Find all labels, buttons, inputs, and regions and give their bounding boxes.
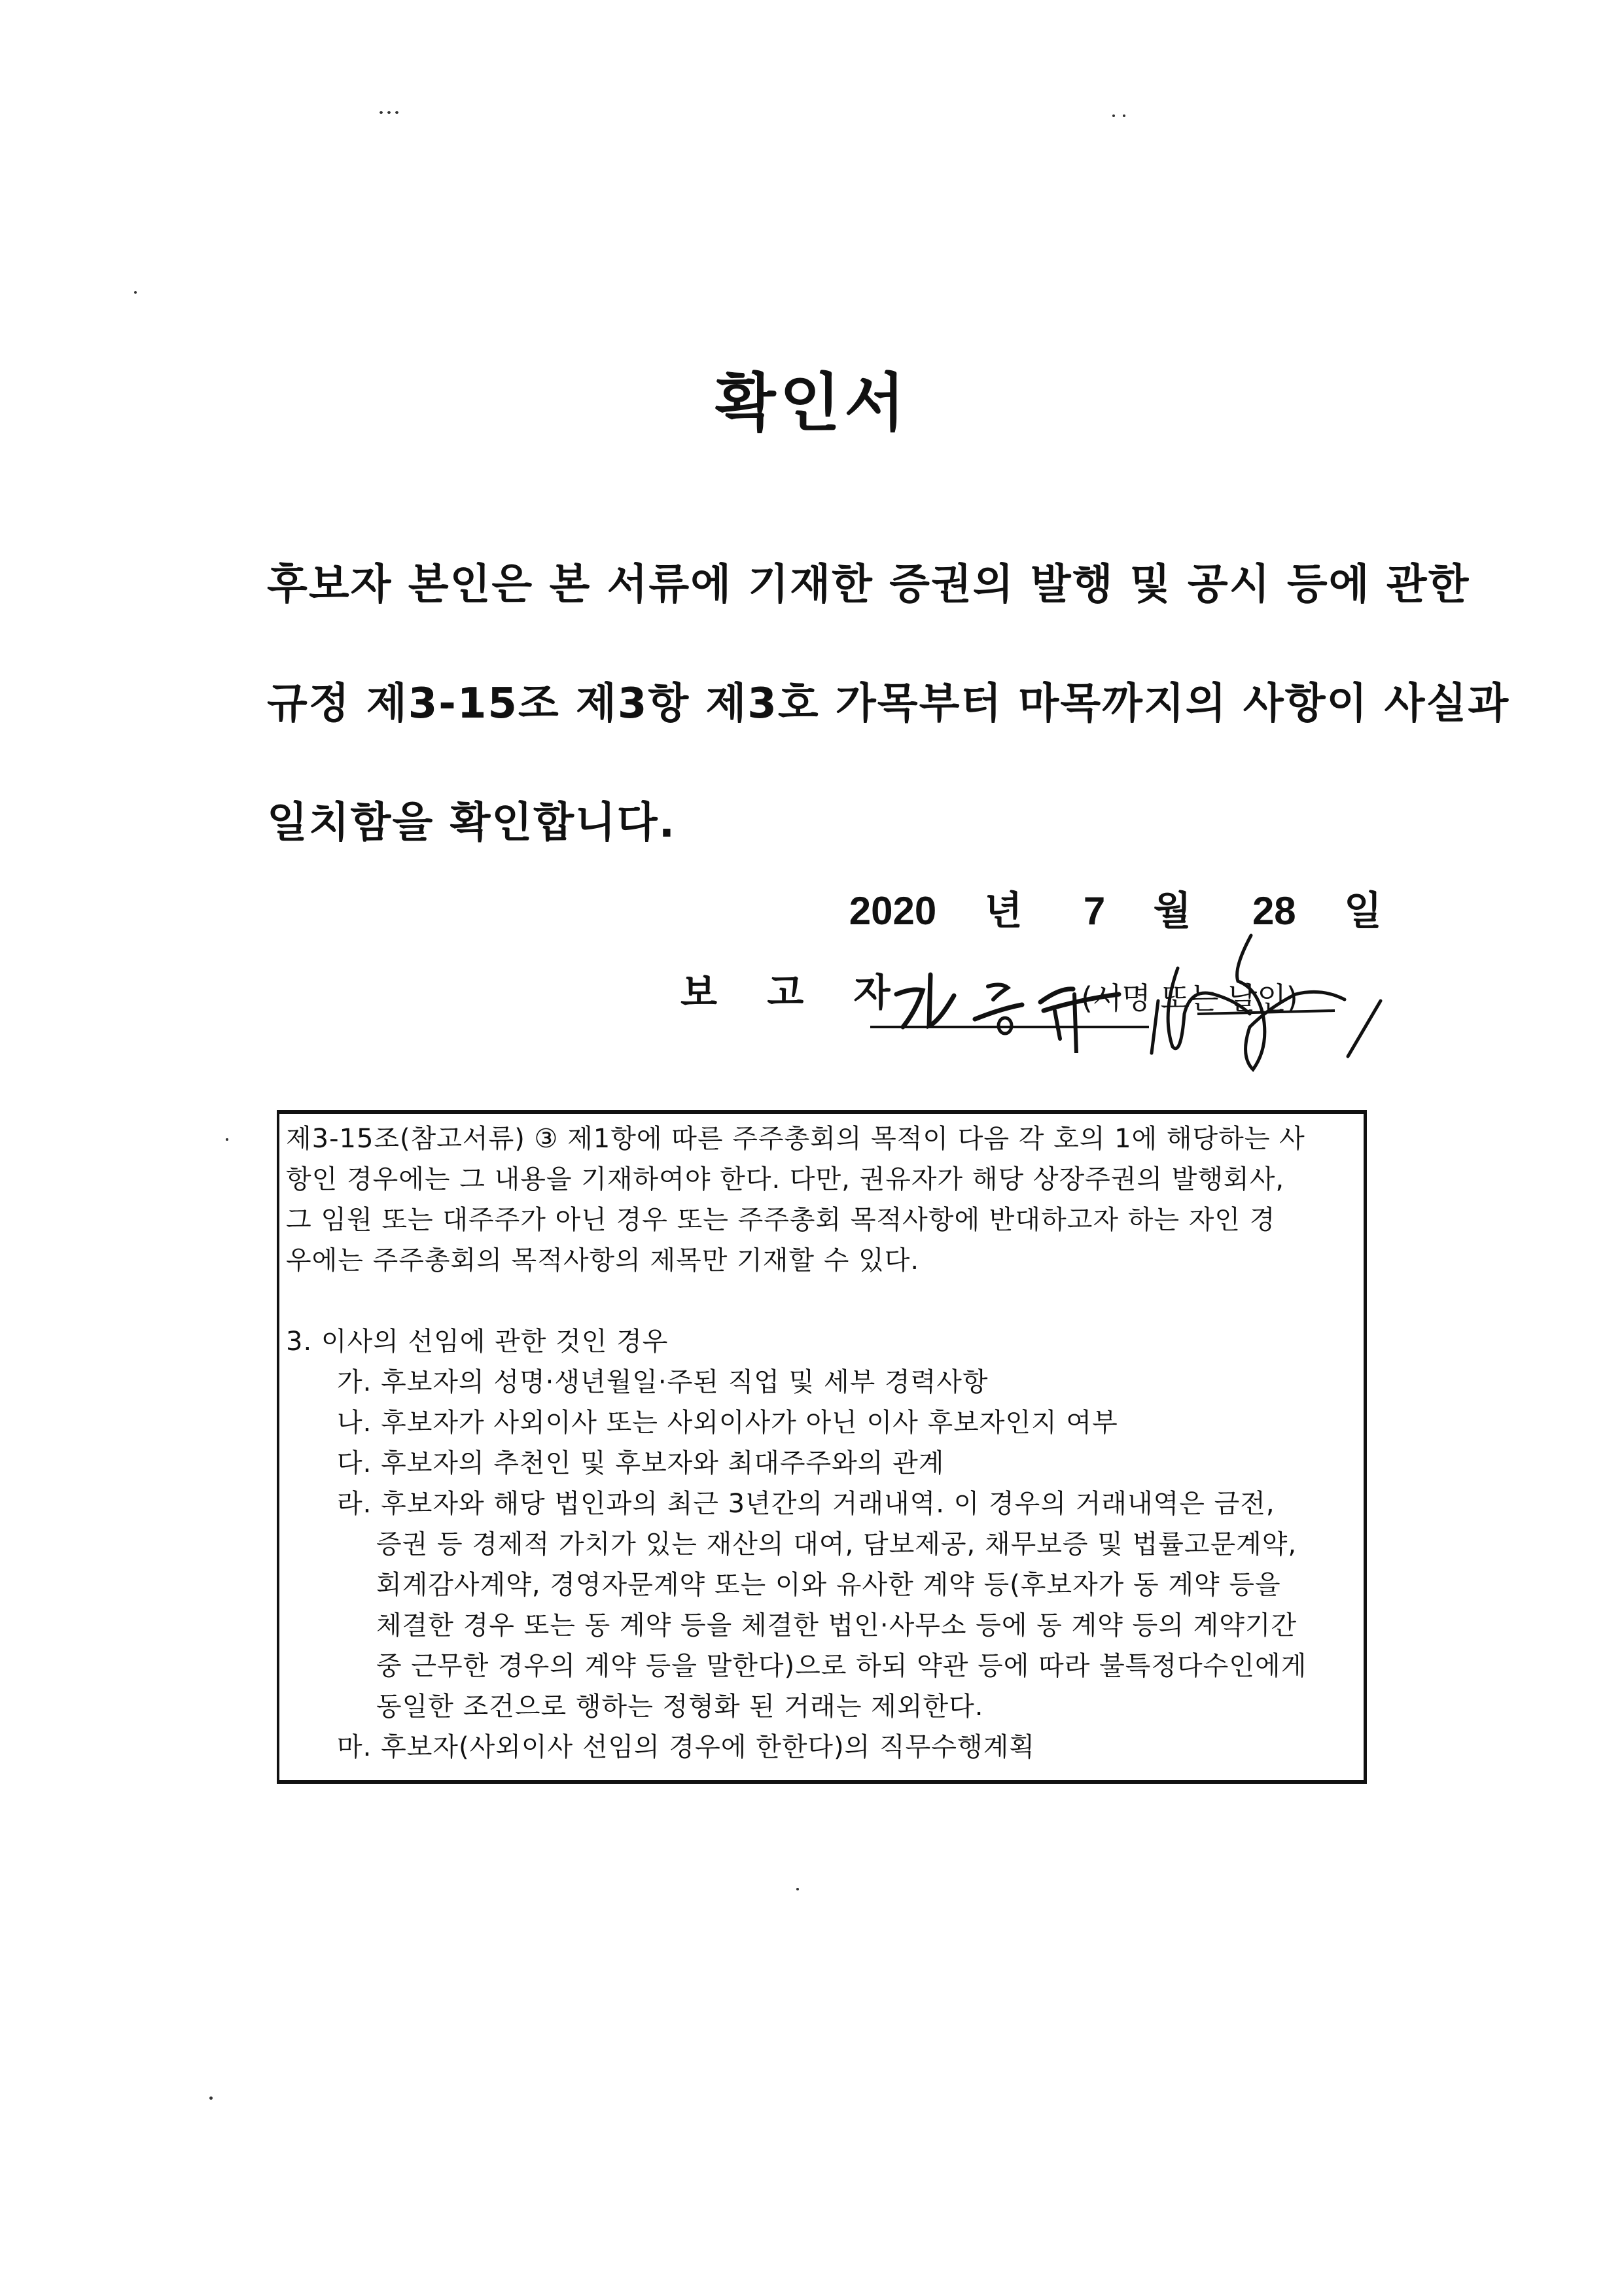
scan-speck	[1112, 114, 1115, 117]
signer-row	[680, 942, 1433, 1027]
regulation-sub-item: 나. 후보자가 사외이사 또는 사외이사가 아닌 이사 후보자인지 여부	[337, 1408, 1118, 1438]
regulation-reference-box	[277, 1110, 1367, 1784]
regulation-intro-line: 제3-15조(참고서류) ③ 제1항에 따른 주주총회의 목적이 다음 각 호의 1에 해당하는 사	[286, 1124, 1305, 1154]
scan-speck	[395, 111, 398, 114]
regulation-sub-item: 마. 후보자(사외이사 선임의 경우에 한한다)의 직무수행계획	[337, 1732, 1035, 1762]
signature-scribble-icon	[1099, 916, 1413, 1073]
regulation-intro-line: 우에는 주주총회의 목적사항의 제목만 기재할 수 있다.	[286, 1245, 920, 1276]
regulation-intro-line: 항인 경우에는 그 내용을 기재하여야 한다. 다만, 권유자가 해당 상장주권의 발행회사,	[286, 1164, 1285, 1194]
regulation-sub-item: 가. 후보자의 성명·생년월일·주된 직업 및 세부 경력사항	[337, 1367, 989, 1397]
regulation-item-heading: 3. 이사의 선임에 관한 것인 경우	[286, 1327, 669, 1357]
scan-speck	[380, 111, 383, 114]
scan-speck	[796, 1888, 799, 1890]
statement-line: 후보자 본인은 본 서류에 기재한 증권의 발행 및 공시 등에 관한	[267, 561, 1470, 609]
regulation-sub-item-continuation: 증권 등 경제적 가치가 있는 재산의 대여, 담보제공, 채무보증 및 법률고문계약,	[376, 1529, 1297, 1559]
regulation-sub-item: 다. 후보자의 추천인 및 후보자와 최대주주와의 관계	[337, 1448, 945, 1478]
scan-speck	[209, 2096, 213, 2100]
date-year: 2020	[849, 889, 937, 933]
regulation-sub-item-continuation: 중 근무한 경우의 계약 등을 말한다)으로 하되 약관 등에 따라 불특정다수인에게	[376, 1651, 1307, 1681]
statement-line: 일치함을 확인합니다.	[267, 799, 677, 847]
document-title: 확인서	[715, 366, 909, 440]
regulation-sub-item-continuation: 회계감사계약, 경영자문계약 또는 이와 유사한 계약 등(후보자가 동 계약 등을	[376, 1570, 1281, 1600]
scan-speck	[226, 1138, 228, 1141]
signer-label: 보 고 자	[680, 970, 909, 1015]
date-day-unit: 일	[1344, 889, 1382, 933]
date-day: 28	[1252, 889, 1296, 933]
sign-or-seal-caption: (서명 또는 날인)	[1081, 981, 1298, 1016]
date-year-unit: 년	[984, 889, 1023, 933]
regulation-sub-item-continuation: 체결한 경우 또는 동 계약 등을 체결한 법인·사무소 등에 동 계약 등의 계약기간	[376, 1610, 1297, 1641]
confirmation-statement	[267, 561, 1510, 921]
scan-speck	[1123, 114, 1125, 117]
scan-speck	[134, 291, 137, 294]
date-month-unit: 월	[1153, 889, 1192, 933]
scan-speck	[387, 111, 391, 114]
regulation-sub-item: 라. 후보자와 해당 법인과의 최근 3년간의 거래내역. 이 경우의 거래내역은 금전,	[337, 1489, 1275, 1519]
regulation-sub-item-continuation: 동일한 조건으로 행하는 정형화 된 거래는 제외한다.	[376, 1692, 984, 1722]
regulation-intro-line: 그 임원 또는 대주주가 아닌 경우 또는 주주총회 목적사항에 반대하고자 하는 자인 경	[286, 1205, 1276, 1235]
statement-line: 규정 제3-15조 제3항 제3호 가목부터 마목까지의 사항이 사실과	[267, 680, 1510, 728]
date-month: 7	[1083, 889, 1106, 933]
